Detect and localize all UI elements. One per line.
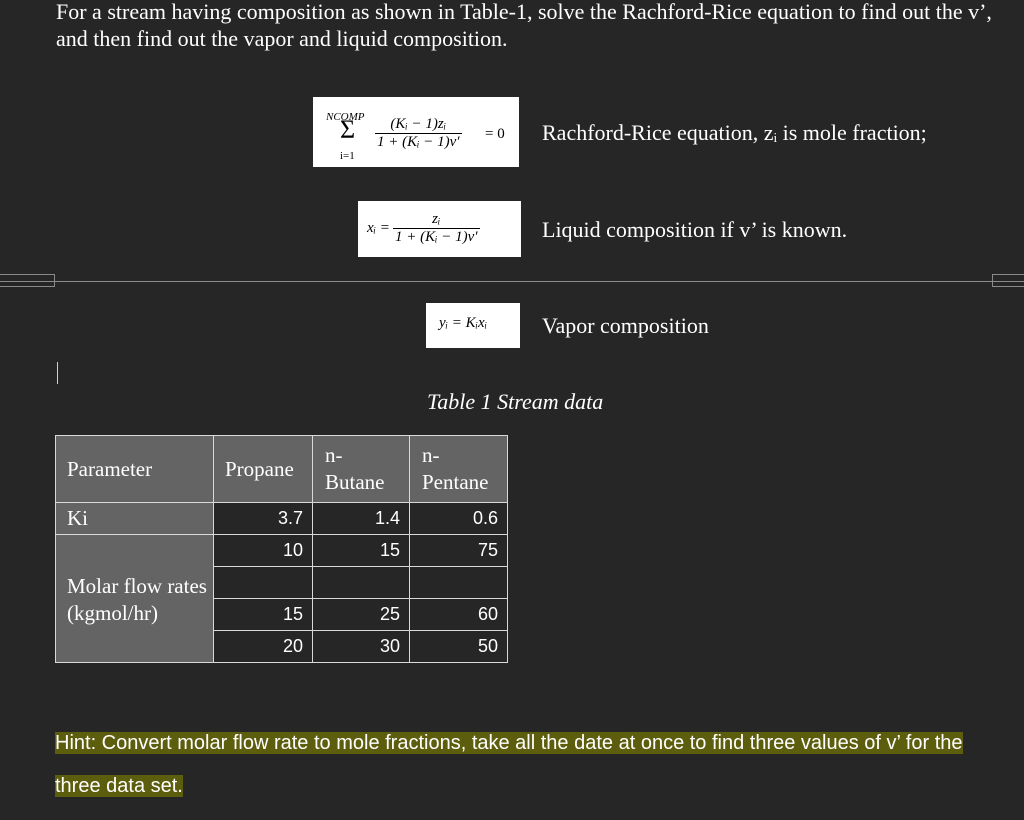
- molar-propane-1: 10: [214, 535, 313, 567]
- table-row-ki: [56, 503, 508, 535]
- table-header-row: [56, 436, 508, 503]
- right-margin-marker: [992, 274, 1024, 287]
- rr-numerator: (Kᵢ − 1)zᵢ: [375, 116, 462, 134]
- hint-highlighted-text: Hint: Convert molar flow rate to mole fractions, take all the date at once to find three values of v’ for the three data set.: [55, 732, 963, 797]
- problem-statement: For a stream having composition as shown in Table-1, solve the Rachford-Rice equation to find out the v’, and then find out the vapor and liquid composition.: [56, 0, 992, 51]
- header-n-butane: n- Butane: [313, 436, 410, 503]
- header-n-pentane: n- Pentane: [410, 436, 508, 503]
- stream-data-table: [55, 435, 508, 663]
- molar-n-pentane-3: 50: [410, 631, 508, 663]
- molar-empty-3: [410, 567, 508, 599]
- left-margin-marker: [0, 274, 55, 287]
- liquid-composition-equation: [358, 201, 521, 257]
- table-caption: Table 1 Stream data: [427, 389, 604, 414]
- molar-propane-2: 15: [214, 599, 313, 631]
- ki-n-butane: 1.4: [313, 503, 410, 535]
- liquid-denominator: 1 + (Kᵢ − 1)v′: [395, 229, 478, 245]
- rr-rhs: = 0: [485, 126, 505, 142]
- ki-label: Ki: [56, 503, 214, 535]
- header-propane: Propane: [214, 436, 313, 503]
- text-cursor: [57, 362, 58, 384]
- rr-denominator: 1 + (Kᵢ − 1)v′: [377, 134, 460, 150]
- hint-paragraph: [55, 722, 995, 808]
- table-row-molar-1: [56, 535, 508, 567]
- header-parameter: Parameter: [56, 436, 214, 503]
- vapor-composition-equation: [426, 303, 520, 348]
- sum-symbol: Σ: [340, 115, 356, 144]
- rachford-rice-equation: [313, 97, 519, 167]
- ki-n-pentane: 0.6: [410, 503, 508, 535]
- molar-n-butane-2: 25: [313, 599, 410, 631]
- molar-propane-3: 20: [214, 631, 313, 663]
- molar-n-pentane-2: 60: [410, 599, 508, 631]
- liquid-numerator: zᵢ: [393, 211, 480, 229]
- vapor-expr: yᵢ = Kᵢxᵢ: [439, 315, 488, 331]
- molar-flow-label: Molar flow rates (kgmol/hr): [56, 535, 214, 663]
- sum-upper-limit: NCOMP: [326, 111, 365, 123]
- page-break-line: [0, 281, 1024, 282]
- molar-empty-2: [313, 567, 410, 599]
- rachford-rice-description: Rachford-Rice equation, zᵢ is mole fraction;: [542, 120, 927, 145]
- ki-propane: 3.7: [214, 503, 313, 535]
- liquid-composition-description: Liquid composition if v’ is known.: [542, 217, 848, 242]
- molar-n-butane-1: 15: [313, 535, 410, 567]
- vapor-composition-description: Vapor composition: [542, 313, 709, 338]
- molar-n-pentane-1: 75: [410, 535, 508, 567]
- molar-n-butane-3: 30: [313, 631, 410, 663]
- liquid-lhs: xᵢ =: [367, 220, 390, 236]
- sum-lower-limit: i=1: [340, 150, 355, 162]
- molar-empty-1: [214, 567, 313, 599]
